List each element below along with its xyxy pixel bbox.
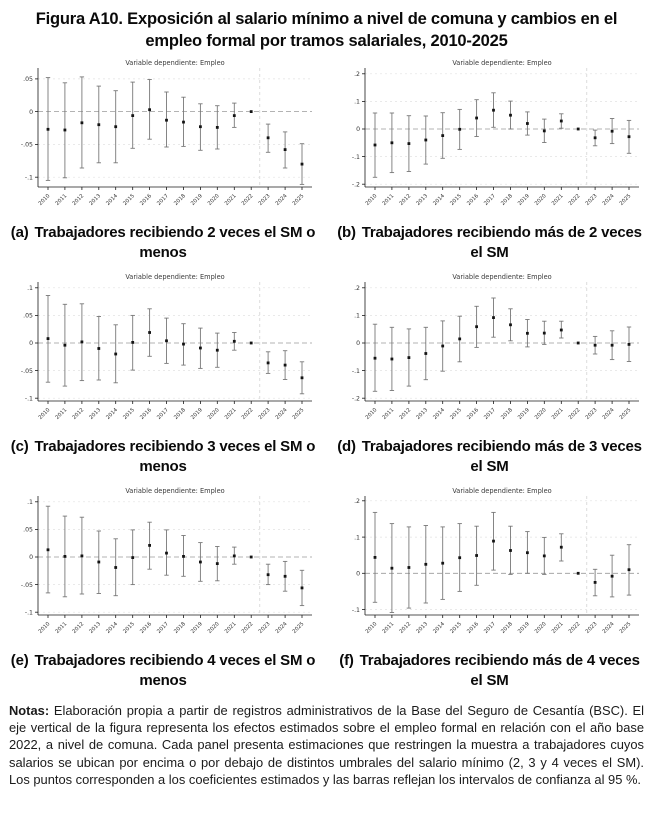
svg-text:.2: .2 (353, 284, 360, 292)
panel-b-caption-text: Trabajadores recibiendo más de 2 veces el SM (361, 223, 642, 261)
svg-text:2012: 2012 (71, 192, 86, 207)
coef-marker (441, 562, 444, 565)
coef-marker (301, 376, 304, 379)
panel-a-caption-text: Trabajadores recibiendo 2 veces el SM o menos (34, 223, 316, 261)
svg-text:2016: 2016 (139, 192, 154, 207)
svg-text:2021: 2021 (223, 406, 238, 421)
coef-marker (407, 566, 410, 569)
coef-marker (131, 341, 134, 344)
panel-e-caption-text: Trabajadores recibiendo 4 veces el SM o menos (34, 651, 316, 689)
panel-f (326, 485, 653, 699)
coef-marker (97, 123, 100, 126)
coef-marker (559, 328, 562, 331)
svg-text:2019: 2019 (190, 406, 204, 421)
svg-text:-.05: -.05 (20, 581, 33, 589)
coef-marker (627, 135, 630, 138)
panel-b-label: (b) (337, 223, 356, 241)
svg-text:2019: 2019 (190, 192, 204, 207)
coef-marker (182, 342, 185, 345)
coef-marker (250, 110, 253, 113)
svg-text:2015: 2015 (122, 621, 137, 635)
figure-notes (9, 702, 644, 788)
svg-text:2020: 2020 (533, 192, 548, 207)
svg-text:2017: 2017 (482, 406, 497, 421)
svg-text:2019: 2019 (516, 192, 531, 207)
coef-marker (165, 339, 168, 342)
coef-marker (526, 122, 529, 125)
coef-marker (492, 108, 495, 111)
svg-text:2023: 2023 (584, 621, 599, 635)
panel-a (0, 57, 326, 271)
coef-marker (216, 562, 219, 565)
svg-text:2019: 2019 (516, 406, 531, 421)
svg-text:2016: 2016 (139, 621, 154, 635)
panel-d (326, 271, 653, 485)
svg-text:2022: 2022 (240, 621, 255, 635)
coef-marker (216, 349, 219, 352)
coef-marker (542, 554, 545, 557)
svg-text:2022: 2022 (567, 406, 582, 421)
svg-text:2019: 2019 (190, 621, 204, 635)
svg-text:2013: 2013 (414, 621, 429, 635)
coef-marker (216, 126, 219, 129)
coef-marker (64, 555, 67, 558)
coef-marker (526, 551, 529, 554)
svg-text:2014: 2014 (431, 406, 446, 421)
svg-text:2024: 2024 (274, 406, 289, 421)
coef-marker (250, 341, 253, 344)
coef-marker (97, 561, 100, 564)
svg-text:2024: 2024 (274, 192, 289, 207)
svg-text:2018: 2018 (173, 621, 187, 635)
coef-marker (424, 563, 427, 566)
coef-marker (559, 546, 562, 549)
coef-marker (199, 125, 202, 128)
svg-text:2024: 2024 (274, 621, 289, 635)
coef-marker (165, 118, 168, 121)
svg-text:2014: 2014 (105, 406, 120, 421)
svg-text:-.1: -.1 (24, 173, 33, 181)
panel-e (0, 485, 326, 699)
coef-marker (559, 119, 562, 122)
svg-text:2011: 2011 (54, 406, 69, 421)
svg-text:2018: 2018 (173, 192, 187, 207)
svg-text:2013: 2013 (414, 406, 429, 421)
svg-text:2022: 2022 (567, 192, 582, 207)
coef-marker (131, 114, 134, 117)
svg-text:2023: 2023 (584, 406, 599, 421)
svg-text:2018: 2018 (173, 406, 187, 421)
coef-marker (610, 129, 613, 132)
svg-text:-.1: -.1 (351, 153, 360, 161)
coef-marker (509, 113, 512, 116)
panel-d-caption (327, 434, 653, 485)
panel-c-label: (c) (10, 437, 29, 455)
coefficient-plot (5, 271, 321, 434)
svg-text:2018: 2018 (499, 621, 514, 635)
svg-text:2015: 2015 (122, 192, 137, 207)
svg-text:2020: 2020 (206, 192, 221, 207)
svg-text:2024: 2024 (601, 406, 616, 421)
svg-text:.2: .2 (353, 497, 360, 505)
coef-marker (114, 125, 117, 128)
svg-text:2017: 2017 (156, 621, 170, 635)
coef-marker (441, 134, 444, 137)
coef-marker (458, 337, 461, 340)
svg-text:2014: 2014 (105, 192, 120, 207)
svg-text:2025: 2025 (291, 192, 306, 207)
coef-marker (267, 361, 270, 364)
svg-text:2016: 2016 (139, 406, 154, 421)
coef-marker (114, 352, 117, 355)
svg-text:2015: 2015 (448, 621, 463, 635)
panel-c-caption-text: Trabajadores recibiendo 3 veces el SM o menos (34, 437, 316, 475)
svg-text:.1: .1 (353, 98, 360, 106)
svg-text:2011: 2011 (381, 621, 395, 635)
panel-e-chart (5, 485, 321, 648)
coef-marker (390, 567, 393, 570)
svg-text:2011: 2011 (54, 621, 69, 635)
svg-text:2012: 2012 (71, 406, 86, 421)
coef-marker (424, 352, 427, 355)
panel-grid (0, 57, 653, 700)
svg-text:2015: 2015 (122, 406, 137, 421)
svg-text:2010: 2010 (364, 406, 378, 421)
svg-text:2023: 2023 (584, 192, 599, 207)
coef-marker (148, 108, 151, 111)
coefficient-plot (332, 271, 648, 434)
svg-text:2020: 2020 (533, 406, 548, 421)
svg-text:2018: 2018 (499, 192, 514, 207)
coef-marker (233, 340, 236, 343)
coef-marker (81, 554, 84, 557)
coef-marker (627, 568, 630, 571)
svg-text:-.1: -.1 (351, 367, 360, 375)
svg-text:2016: 2016 (465, 621, 480, 635)
figure-page (0, 9, 653, 788)
coef-marker (199, 561, 202, 564)
svg-text:2024: 2024 (601, 192, 616, 207)
svg-text:Variable dependiente: Empleo: Variable dependiente: Empleo (125, 486, 225, 495)
coef-marker (373, 143, 376, 146)
coef-marker (458, 556, 461, 559)
panel-c (0, 271, 326, 485)
svg-text:2025: 2025 (291, 621, 306, 635)
coef-marker (593, 136, 596, 139)
coef-marker (97, 347, 100, 350)
coef-marker (267, 136, 270, 139)
svg-text:.05: .05 (23, 75, 33, 83)
svg-text:0: 0 (355, 125, 360, 133)
panel-c-chart (5, 271, 321, 434)
svg-text:0: 0 (29, 554, 33, 562)
notes-label: Notas: (9, 703, 50, 719)
coef-marker (509, 549, 512, 552)
svg-text:2022: 2022 (240, 192, 255, 207)
svg-text:2021: 2021 (223, 621, 238, 635)
svg-text:2013: 2013 (88, 406, 103, 421)
svg-text:2017: 2017 (482, 192, 497, 207)
coef-marker (284, 148, 287, 151)
svg-text:.2: .2 (353, 70, 360, 78)
coef-marker (542, 129, 545, 132)
svg-text:2012: 2012 (398, 192, 412, 207)
coef-marker (81, 121, 84, 124)
svg-text:2010: 2010 (364, 192, 378, 207)
svg-text:2014: 2014 (105, 621, 120, 635)
coef-marker (373, 357, 376, 360)
svg-text:2012: 2012 (398, 406, 412, 421)
coef-marker (610, 344, 613, 347)
coef-marker (627, 343, 630, 346)
panel-f-caption (327, 648, 653, 699)
svg-text:2019: 2019 (516, 621, 531, 635)
svg-text:2025: 2025 (618, 406, 632, 421)
svg-text:2017: 2017 (156, 406, 170, 421)
coef-marker (131, 556, 134, 559)
svg-text:2023: 2023 (257, 406, 272, 421)
coef-marker (526, 332, 529, 335)
coef-marker (148, 331, 151, 334)
svg-text:-.05: -.05 (20, 141, 33, 149)
svg-text:2015: 2015 (448, 406, 463, 421)
coef-marker (148, 544, 151, 547)
panel-f-label: (f) (339, 651, 354, 669)
svg-text:2014: 2014 (431, 621, 446, 635)
svg-text:-.1: -.1 (24, 395, 33, 403)
svg-text:2025: 2025 (618, 192, 632, 207)
svg-text:2021: 2021 (550, 192, 565, 207)
svg-text:0: 0 (29, 108, 33, 116)
coef-marker (301, 162, 304, 165)
svg-text:2017: 2017 (156, 192, 170, 207)
svg-text:.1: .1 (353, 312, 360, 320)
svg-text:Variable dependiente: Empleo: Variable dependiente: Empleo (451, 486, 552, 495)
panel-d-caption-text: Trabajadores recibiendo más de 3 veces el SM (361, 437, 642, 475)
panel-a-caption (0, 220, 326, 271)
panel-e-caption (0, 648, 326, 699)
svg-text:2020: 2020 (533, 621, 548, 635)
svg-text:Variable dependiente: Empleo: Variable dependiente: Empleo (451, 272, 552, 281)
coef-marker (407, 356, 410, 359)
coef-marker (284, 363, 287, 366)
coef-marker (576, 127, 579, 130)
coef-marker (81, 340, 84, 343)
coef-marker (610, 575, 613, 578)
svg-text:2010: 2010 (364, 621, 378, 635)
coef-marker (475, 554, 478, 557)
notes-text: Elaboración propia a partir de registros administrativos de la Base del Seguro de Cesantía (BSC). El eje vertical de la figura representa los efectos estimados sobre el empleo formal en relación con el año base 2022, a nivel de comuna. Cada panel presenta estimaciones que restringen la muestra a trabajadores cuyos salarios se ubican por encima o por debajo de distintos umbrales del salario mínimo (2, 3 y 4 veces el SM). Los puntos corresponden a los coeficientes estimados y las barras reflejan los intervalos de confianza al 95 %. (9, 703, 644, 787)
svg-text:-.1: -.1 (24, 609, 33, 617)
svg-text:Variable dependiente: Empleo: Variable dependiente: Empleo (451, 58, 552, 67)
panel-f-caption-text: Trabajadores recibiendo más de 4 veces el SM (359, 651, 640, 689)
coef-marker (542, 331, 545, 334)
svg-text:-.2: -.2 (351, 395, 360, 403)
svg-text:0: 0 (29, 339, 33, 347)
coefficient-plot (332, 57, 648, 220)
svg-text:2024: 2024 (601, 621, 616, 635)
svg-text:2016: 2016 (465, 192, 480, 207)
svg-text:2013: 2013 (88, 621, 103, 635)
svg-text:-.2: -.2 (351, 180, 360, 188)
panel-a-label: (a) (10, 223, 29, 241)
svg-text:2013: 2013 (88, 192, 103, 207)
svg-text:0: 0 (355, 339, 360, 347)
svg-text:2025: 2025 (618, 621, 632, 635)
svg-text:2011: 2011 (381, 192, 395, 207)
svg-text:2021: 2021 (550, 406, 565, 421)
figure-title: Figura A10. Exposición al salario mínimo a nivel de comuna y cambios en el empleo formal por tramos salariales, 2010-2025 (35, 10, 618, 50)
coef-marker (576, 341, 579, 344)
coef-marker (114, 566, 117, 569)
coef-marker (373, 556, 376, 559)
svg-text:.1: .1 (27, 284, 33, 292)
svg-text:2014: 2014 (431, 192, 446, 207)
coef-marker (509, 323, 512, 326)
coef-marker (475, 325, 478, 328)
svg-text:2023: 2023 (257, 192, 272, 207)
coef-marker (267, 573, 270, 576)
svg-text:Variable dependiente: Empleo: Variable dependiente: Empleo (125, 58, 225, 67)
panel-e-label: (e) (10, 651, 29, 669)
svg-text:2015: 2015 (448, 192, 463, 207)
coef-marker (233, 554, 236, 557)
coef-marker (47, 337, 50, 340)
coef-marker (390, 357, 393, 360)
coef-marker (475, 116, 478, 119)
coefficient-plot (332, 485, 648, 648)
coef-marker (64, 344, 67, 347)
svg-text:-.05: -.05 (20, 367, 33, 375)
coef-marker (64, 128, 67, 131)
coef-marker (182, 555, 185, 558)
svg-text:.1: .1 (27, 498, 33, 506)
svg-text:2021: 2021 (223, 192, 238, 207)
coef-marker (407, 142, 410, 145)
coef-marker (301, 586, 304, 589)
svg-text:2012: 2012 (71, 621, 86, 635)
coefficient-plot (5, 57, 321, 220)
panel-a-chart (5, 57, 321, 220)
svg-text:2023: 2023 (257, 621, 272, 635)
coef-marker (593, 344, 596, 347)
coef-marker (233, 114, 236, 117)
coef-marker (250, 556, 253, 559)
svg-text:2018: 2018 (499, 406, 514, 421)
panel-b-caption (327, 220, 653, 271)
svg-text:2022: 2022 (240, 406, 255, 421)
svg-text:2012: 2012 (398, 621, 412, 635)
coef-marker (492, 316, 495, 319)
svg-text:2016: 2016 (465, 406, 480, 421)
panel-d-chart (332, 271, 648, 434)
svg-text:2010: 2010 (37, 621, 52, 635)
coef-marker (165, 552, 168, 555)
coef-marker (47, 548, 50, 551)
svg-text:Variable dependiente: Empleo: Variable dependiente: Empleo (125, 272, 225, 281)
svg-text:2010: 2010 (37, 192, 52, 207)
svg-text:-.1: -.1 (351, 606, 360, 614)
svg-text:2022: 2022 (567, 621, 582, 635)
svg-text:2011: 2011 (381, 406, 395, 421)
svg-text:2021: 2021 (550, 621, 565, 635)
panel-f-chart (332, 485, 648, 648)
panel-c-caption (0, 434, 326, 485)
svg-text:2013: 2013 (414, 192, 429, 207)
svg-text:2025: 2025 (291, 406, 306, 421)
svg-text:0: 0 (355, 570, 360, 578)
coef-marker (424, 138, 427, 141)
coefficient-plot (5, 485, 321, 648)
coef-marker (492, 540, 495, 543)
panel-b (326, 57, 653, 271)
coef-marker (390, 141, 393, 144)
svg-text:.05: .05 (23, 526, 33, 534)
svg-text:2020: 2020 (206, 621, 221, 635)
coef-marker (47, 127, 50, 130)
coef-marker (182, 120, 185, 123)
coef-marker (593, 581, 596, 584)
coef-marker (576, 572, 579, 575)
svg-text:.1: .1 (353, 534, 360, 542)
coef-marker (199, 346, 202, 349)
coef-marker (441, 344, 444, 347)
svg-text:.05: .05 (23, 312, 33, 320)
svg-text:2011: 2011 (54, 192, 69, 207)
svg-text:2020: 2020 (206, 406, 221, 421)
panel-b-chart (332, 57, 648, 220)
svg-text:2010: 2010 (37, 406, 52, 421)
coef-marker (284, 575, 287, 578)
coef-marker (458, 127, 461, 130)
panel-d-label: (d) (337, 437, 356, 455)
svg-text:2017: 2017 (482, 621, 497, 635)
